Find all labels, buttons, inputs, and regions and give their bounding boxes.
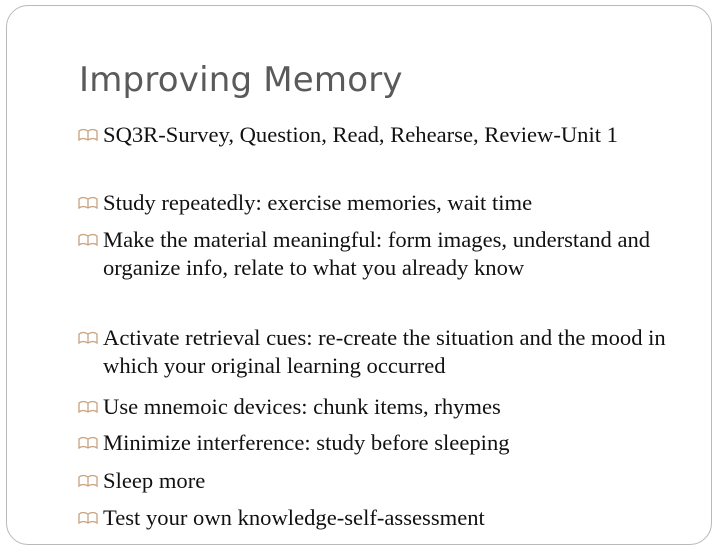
book-icon: [78, 196, 98, 209]
list-item: [103, 504, 683, 532]
book-icon: [78, 233, 98, 246]
book-icon: [78, 128, 98, 141]
book-icon: [78, 436, 98, 449]
bullet-text: SQ3R-Survey, Question, Read, Rehearse, Review-Unit 1: [103, 122, 618, 147]
list-item: [103, 467, 683, 495]
bullet-text: Use mnemoic devices: chunk items, rhymes: [103, 394, 501, 419]
book-icon: [78, 474, 98, 487]
book-icon: [78, 400, 98, 413]
book-icon: [78, 331, 98, 344]
bullet-text: Make the material meaningful: form images, understand and organize info, relate to what you already know: [103, 227, 651, 280]
bullet-text: Minimize interference: study before sleeping: [103, 430, 510, 455]
list-item: [103, 189, 683, 217]
slide-title: Improving Memory: [79, 60, 403, 100]
list-item: [103, 393, 683, 421]
list-item: [103, 429, 683, 457]
bullet-text: Study repeatedly: exercise memories, wait time: [103, 190, 533, 215]
bullet-text: Sleep more: [103, 468, 206, 493]
list-item: [103, 226, 683, 282]
list-item: [103, 324, 683, 380]
bullet-text: Test your own knowledge-self-assessment: [103, 505, 485, 530]
book-icon: [78, 511, 98, 524]
bullet-text: Activate retrieval cues: re-create the situation and the mood in which your original learning occurred: [103, 325, 666, 378]
list-item: [103, 121, 683, 149]
